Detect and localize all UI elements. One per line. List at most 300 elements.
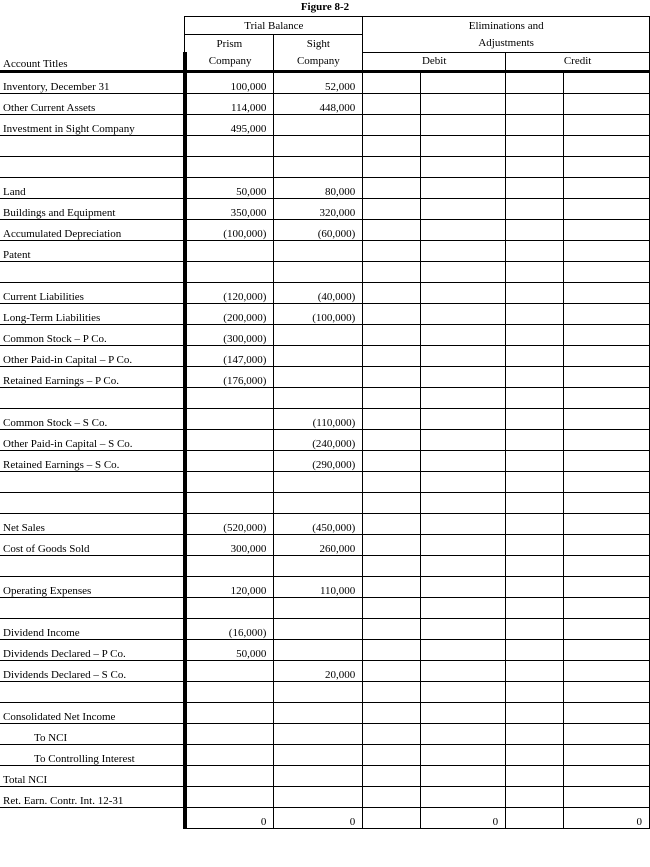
credit-amount-cell[interactable] bbox=[564, 639, 650, 660]
sight-amount-cell bbox=[274, 618, 363, 639]
debit-amount-cell[interactable] bbox=[421, 408, 506, 429]
debit-ref-cell[interactable] bbox=[363, 324, 421, 345]
account-titles-header: Account Titles bbox=[0, 52, 185, 71]
credit-amount-cell[interactable] bbox=[564, 71, 650, 93]
sight-amount-cell: (240,000) bbox=[274, 429, 363, 450]
prism-amount-cell: 300,000 bbox=[185, 534, 274, 555]
account-title-cell bbox=[0, 387, 185, 408]
table-row bbox=[0, 723, 650, 744]
account-title-cell: Dividends Declared – P Co. bbox=[0, 639, 185, 660]
debit-ref-cell[interactable] bbox=[363, 681, 421, 702]
prism-amount-cell bbox=[185, 240, 274, 261]
debit-ref-cell[interactable] bbox=[363, 723, 421, 744]
credit-ref-cell[interactable] bbox=[506, 723, 564, 744]
credit-amount-cell[interactable] bbox=[564, 660, 650, 681]
prism-amount-cell bbox=[185, 408, 274, 429]
sight-amount-cell bbox=[274, 681, 363, 702]
account-title-cell: Dividend Income bbox=[0, 618, 185, 639]
table-row bbox=[0, 366, 650, 387]
sight-amount-cell: 110,000 bbox=[274, 576, 363, 597]
prism-amount-cell: (176,000) bbox=[185, 366, 274, 387]
debit-ref-cell[interactable] bbox=[363, 408, 421, 429]
credit-amount-cell[interactable] bbox=[564, 534, 650, 555]
credit-ref-cell[interactable] bbox=[506, 93, 564, 114]
credit-ref-cell[interactable] bbox=[506, 765, 564, 786]
credit-amount-cell[interactable] bbox=[564, 177, 650, 198]
account-title-cell bbox=[0, 156, 185, 177]
prism-amount-cell bbox=[185, 156, 274, 177]
credit-ref-cell[interactable] bbox=[506, 492, 564, 513]
account-title-cell: Retained Earnings – P Co. bbox=[0, 366, 185, 387]
sight-amount-cell: (40,000) bbox=[274, 282, 363, 303]
sight-amount-cell: 320,000 bbox=[274, 198, 363, 219]
prism-amount-cell bbox=[185, 450, 274, 471]
credit-ref-cell[interactable] bbox=[506, 114, 564, 135]
prism-amount-cell: 100,000 bbox=[185, 71, 274, 93]
account-title-cell: Current Liabilities bbox=[0, 282, 185, 303]
sight-amount-cell bbox=[274, 261, 363, 282]
credit-ref-cell[interactable] bbox=[506, 240, 564, 261]
debit-ref-cell[interactable] bbox=[363, 576, 421, 597]
debit-amount-cell[interactable] bbox=[421, 177, 506, 198]
prism-amount-cell bbox=[185, 660, 274, 681]
table-row bbox=[0, 240, 650, 261]
sight-amount-cell bbox=[274, 114, 363, 135]
credit-ref-cell[interactable] bbox=[506, 660, 564, 681]
account-title-cell: Dividends Declared – S Co. bbox=[0, 660, 185, 681]
account-title-cell: Operating Expenses bbox=[0, 576, 185, 597]
credit-amount-cell[interactable] bbox=[564, 786, 650, 807]
table-row bbox=[0, 660, 650, 681]
debit-amount-cell[interactable] bbox=[421, 639, 506, 660]
prism-amount-cell bbox=[185, 723, 274, 744]
eliminations-header-1: Eliminations and bbox=[363, 17, 650, 35]
debit-amount-cell[interactable] bbox=[421, 93, 506, 114]
prism-amount-cell bbox=[185, 471, 274, 492]
prism-amount-cell: (120,000) bbox=[185, 282, 274, 303]
table-row bbox=[0, 303, 650, 324]
credit-amount-cell[interactable] bbox=[564, 219, 650, 240]
debit-amount-cell[interactable] bbox=[421, 786, 506, 807]
table-row bbox=[0, 135, 650, 156]
debit-amount-cell[interactable] bbox=[421, 240, 506, 261]
header-row-1 bbox=[0, 17, 650, 35]
account-title-cell: Buildings and Equipment bbox=[0, 198, 185, 219]
debit-ref-cell[interactable] bbox=[363, 114, 421, 135]
sight-amount-cell: 448,000 bbox=[274, 93, 363, 114]
credit-ref-cell bbox=[506, 807, 564, 828]
credit-ref-cell[interactable] bbox=[506, 471, 564, 492]
credit-amount-cell[interactable] bbox=[564, 114, 650, 135]
debit-ref-cell[interactable] bbox=[363, 429, 421, 450]
sight-amount-cell bbox=[274, 240, 363, 261]
debit-amount-cell[interactable] bbox=[421, 576, 506, 597]
credit-ref-cell[interactable] bbox=[506, 156, 564, 177]
prism-amount-cell: 114,000 bbox=[185, 93, 274, 114]
credit-amount-cell[interactable] bbox=[564, 345, 650, 366]
sight-amount-cell: 260,000 bbox=[274, 534, 363, 555]
debit-amount-cell[interactable] bbox=[421, 597, 506, 618]
prism-header-2: Company bbox=[185, 52, 274, 71]
prism-amount-cell bbox=[185, 492, 274, 513]
credit-ref-cell[interactable] bbox=[506, 366, 564, 387]
prism-amount-cell bbox=[185, 744, 274, 765]
table-row bbox=[0, 471, 650, 492]
account-title-cell bbox=[0, 597, 185, 618]
credit-ref-cell[interactable] bbox=[506, 597, 564, 618]
sight-amount-cell: (110,000) bbox=[274, 408, 363, 429]
debit-amount-cell[interactable] bbox=[421, 303, 506, 324]
sight-amount-cell bbox=[274, 366, 363, 387]
sight-amount-cell bbox=[274, 702, 363, 723]
sight-amount-cell bbox=[274, 765, 363, 786]
table-row bbox=[0, 387, 650, 408]
credit-ref-cell[interactable] bbox=[506, 408, 564, 429]
account-title-cell: Accumulated Depreciation bbox=[0, 219, 185, 240]
debit-amount-cell[interactable] bbox=[421, 555, 506, 576]
table-row bbox=[0, 765, 650, 786]
credit-header: Credit bbox=[506, 52, 650, 71]
debit-amount-cell[interactable] bbox=[421, 366, 506, 387]
debit-amount-cell[interactable] bbox=[421, 744, 506, 765]
debit-ref-cell[interactable] bbox=[363, 177, 421, 198]
debit-amount-cell[interactable] bbox=[421, 681, 506, 702]
table-row bbox=[0, 114, 650, 135]
table-row bbox=[0, 198, 650, 219]
debit-amount-cell[interactable] bbox=[421, 450, 506, 471]
account-title-cell: Ret. Earn. Contr. Int. 12-31 bbox=[0, 786, 185, 807]
sight-amount-cell bbox=[274, 639, 363, 660]
table-row bbox=[0, 555, 650, 576]
prism-amount-cell bbox=[185, 765, 274, 786]
debit-ref-cell[interactable] bbox=[363, 744, 421, 765]
debit-amount-cell[interactable] bbox=[421, 156, 506, 177]
sight-amount-cell bbox=[274, 471, 363, 492]
debit-amount-cell[interactable] bbox=[421, 71, 506, 93]
account-title-cell: Land bbox=[0, 177, 185, 198]
prism-amount-cell: (16,000) bbox=[185, 618, 274, 639]
debit-amount-cell[interactable] bbox=[421, 282, 506, 303]
debit-ref-cell[interactable] bbox=[363, 450, 421, 471]
debit-ref-cell[interactable] bbox=[363, 639, 421, 660]
table-row bbox=[0, 429, 650, 450]
sight-amount-cell bbox=[274, 156, 363, 177]
debit-ref-cell[interactable] bbox=[363, 240, 421, 261]
credit-amount-cell[interactable] bbox=[564, 240, 650, 261]
account-title-cell bbox=[0, 471, 185, 492]
credit-total: 0 bbox=[564, 807, 650, 828]
table-row bbox=[0, 408, 650, 429]
account-title-cell bbox=[0, 681, 185, 702]
account-title-cell bbox=[0, 135, 185, 156]
credit-amount-cell[interactable] bbox=[564, 513, 650, 534]
table-row bbox=[0, 71, 650, 93]
header-blank bbox=[0, 35, 185, 53]
prism-total: 0 bbox=[185, 807, 274, 828]
table-row bbox=[0, 513, 650, 534]
table-row bbox=[0, 618, 650, 639]
table-row bbox=[0, 576, 650, 597]
debit-amount-cell[interactable] bbox=[421, 324, 506, 345]
debit-ref-cell[interactable] bbox=[363, 93, 421, 114]
credit-amount-cell[interactable] bbox=[564, 555, 650, 576]
debit-amount-cell[interactable] bbox=[421, 702, 506, 723]
credit-ref-cell[interactable] bbox=[506, 177, 564, 198]
table-row bbox=[0, 450, 650, 471]
account-title-cell: Consolidated Net Income bbox=[0, 702, 185, 723]
table-row bbox=[0, 345, 650, 366]
credit-amount-cell[interactable] bbox=[564, 618, 650, 639]
debit-ref-cell[interactable] bbox=[363, 366, 421, 387]
figure-title: Figure 8-2 bbox=[300, 1, 350, 13]
table-row bbox=[0, 219, 650, 240]
credit-amount-cell[interactable] bbox=[564, 723, 650, 744]
table-row bbox=[0, 177, 650, 198]
table-row bbox=[0, 681, 650, 702]
debit-ref-cell[interactable] bbox=[363, 534, 421, 555]
table-row bbox=[0, 534, 650, 555]
credit-ref-cell[interactable] bbox=[506, 786, 564, 807]
prism-amount-cell: 120,000 bbox=[185, 576, 274, 597]
sight-amount-cell bbox=[274, 597, 363, 618]
debit-amount-cell[interactable] bbox=[421, 618, 506, 639]
table-row bbox=[0, 282, 650, 303]
prism-amount-cell: 495,000 bbox=[185, 114, 274, 135]
prism-amount-cell bbox=[185, 597, 274, 618]
prism-amount-cell: (300,000) bbox=[185, 324, 274, 345]
debit-ref-cell[interactable] bbox=[363, 702, 421, 723]
credit-amount-cell[interactable] bbox=[564, 765, 650, 786]
debit-amount-cell[interactable] bbox=[421, 387, 506, 408]
credit-ref-cell[interactable] bbox=[506, 387, 564, 408]
credit-ref-cell[interactable] bbox=[506, 639, 564, 660]
account-title-cell: To Controlling Interest bbox=[0, 744, 185, 765]
sight-amount-cell: 20,000 bbox=[274, 660, 363, 681]
table-row bbox=[0, 639, 650, 660]
sight-amount-cell: 52,000 bbox=[274, 71, 363, 93]
account-title-cell: Cost of Goods Sold bbox=[0, 534, 185, 555]
credit-amount-cell[interactable] bbox=[564, 135, 650, 156]
credit-amount-cell[interactable] bbox=[564, 282, 650, 303]
credit-ref-cell[interactable] bbox=[506, 282, 564, 303]
table-row bbox=[0, 324, 650, 345]
debit-ref-cell[interactable] bbox=[363, 345, 421, 366]
credit-amount-cell[interactable] bbox=[564, 597, 650, 618]
debit-ref-cell[interactable] bbox=[363, 555, 421, 576]
credit-amount-cell[interactable] bbox=[564, 366, 650, 387]
debit-ref-cell[interactable] bbox=[363, 618, 421, 639]
credit-ref-cell[interactable] bbox=[506, 450, 564, 471]
debit-ref-cell[interactable] bbox=[363, 513, 421, 534]
prism-amount-cell: 50,000 bbox=[185, 177, 274, 198]
sight-amount-cell bbox=[274, 345, 363, 366]
credit-amount-cell[interactable] bbox=[564, 198, 650, 219]
credit-ref-cell[interactable] bbox=[506, 555, 564, 576]
account-title-cell: Common Stock – S Co. bbox=[0, 408, 185, 429]
prism-amount-cell: (100,000) bbox=[185, 219, 274, 240]
debit-amount-cell[interactable] bbox=[421, 114, 506, 135]
credit-ref-cell[interactable] bbox=[506, 135, 564, 156]
debit-header: Debit bbox=[363, 52, 506, 71]
credit-ref-cell[interactable] bbox=[506, 261, 564, 282]
sight-amount-cell: (100,000) bbox=[274, 303, 363, 324]
account-title-cell: Other Paid-in Capital – P Co. bbox=[0, 345, 185, 366]
credit-amount-cell[interactable] bbox=[564, 492, 650, 513]
account-title-cell: To NCI bbox=[0, 723, 185, 744]
account-title-cell: Other Current Assets bbox=[0, 93, 185, 114]
prism-amount-cell bbox=[185, 135, 274, 156]
debit-amount-cell[interactable] bbox=[421, 723, 506, 744]
table-row bbox=[0, 786, 650, 807]
eliminations-header-2: Adjustments bbox=[363, 35, 650, 53]
sight-amount-cell bbox=[274, 492, 363, 513]
credit-ref-cell[interactable] bbox=[506, 71, 564, 93]
prism-amount-cell bbox=[185, 702, 274, 723]
credit-ref-cell[interactable] bbox=[506, 576, 564, 597]
credit-ref-cell[interactable] bbox=[506, 513, 564, 534]
header-row-3 bbox=[0, 52, 650, 71]
debit-ref-cell bbox=[363, 807, 421, 828]
sight-amount-cell bbox=[274, 744, 363, 765]
sight-header-2: Company bbox=[274, 52, 363, 71]
prism-amount-cell bbox=[185, 429, 274, 450]
debit-amount-cell[interactable] bbox=[421, 534, 506, 555]
debit-amount-cell[interactable] bbox=[421, 261, 506, 282]
debit-amount-cell[interactable] bbox=[421, 219, 506, 240]
debit-ref-cell[interactable] bbox=[363, 471, 421, 492]
totals-row bbox=[0, 807, 650, 828]
table-row bbox=[0, 744, 650, 765]
credit-amount-cell[interactable] bbox=[564, 744, 650, 765]
credit-amount-cell[interactable] bbox=[564, 471, 650, 492]
credit-ref-cell[interactable] bbox=[506, 345, 564, 366]
debit-ref-cell[interactable] bbox=[363, 786, 421, 807]
credit-ref-cell[interactable] bbox=[506, 219, 564, 240]
debit-ref-cell[interactable] bbox=[363, 387, 421, 408]
sight-total: 0 bbox=[274, 807, 363, 828]
credit-ref-cell[interactable] bbox=[506, 303, 564, 324]
credit-ref-cell[interactable] bbox=[506, 744, 564, 765]
sight-amount-cell bbox=[274, 324, 363, 345]
credit-amount-cell[interactable] bbox=[564, 408, 650, 429]
credit-amount-cell[interactable] bbox=[564, 450, 650, 471]
account-title-cell bbox=[0, 261, 185, 282]
credit-amount-cell[interactable] bbox=[564, 702, 650, 723]
debit-ref-cell[interactable] bbox=[363, 198, 421, 219]
debit-amount-cell[interactable] bbox=[421, 345, 506, 366]
credit-amount-cell[interactable] bbox=[564, 303, 650, 324]
prism-amount-cell bbox=[185, 555, 274, 576]
prism-amount-cell: 350,000 bbox=[185, 198, 274, 219]
credit-amount-cell[interactable] bbox=[564, 324, 650, 345]
sight-amount-cell: (60,000) bbox=[274, 219, 363, 240]
header-blank bbox=[0, 17, 185, 35]
prism-amount-cell: (520,000) bbox=[185, 513, 274, 534]
debit-ref-cell[interactable] bbox=[363, 156, 421, 177]
header-row-2 bbox=[0, 35, 650, 53]
credit-amount-cell[interactable] bbox=[564, 429, 650, 450]
prism-amount-cell bbox=[185, 261, 274, 282]
account-title-cell: Retained Earnings – S Co. bbox=[0, 450, 185, 471]
debit-ref-cell[interactable] bbox=[363, 492, 421, 513]
debit-amount-cell[interactable] bbox=[421, 471, 506, 492]
debit-ref-cell[interactable] bbox=[363, 71, 421, 93]
credit-amount-cell[interactable] bbox=[564, 156, 650, 177]
debit-ref-cell[interactable] bbox=[363, 219, 421, 240]
table-row bbox=[0, 261, 650, 282]
account-title-cell bbox=[0, 555, 185, 576]
debit-ref-cell[interactable] bbox=[363, 765, 421, 786]
account-title-cell: Total NCI bbox=[0, 765, 185, 786]
debit-amount-cell[interactable] bbox=[421, 513, 506, 534]
credit-ref-cell[interactable] bbox=[506, 618, 564, 639]
table-row bbox=[0, 93, 650, 114]
debit-amount-cell[interactable] bbox=[421, 135, 506, 156]
credit-amount-cell[interactable] bbox=[564, 261, 650, 282]
credit-amount-cell[interactable] bbox=[564, 576, 650, 597]
table-row bbox=[0, 597, 650, 618]
debit-ref-cell[interactable] bbox=[363, 597, 421, 618]
account-title-cell: Patent bbox=[0, 240, 185, 261]
credit-ref-cell[interactable] bbox=[506, 198, 564, 219]
debit-ref-cell[interactable] bbox=[363, 303, 421, 324]
account-title-cell: Long-Term Liabilities bbox=[0, 303, 185, 324]
credit-ref-cell[interactable] bbox=[506, 681, 564, 702]
prism-amount-cell bbox=[185, 786, 274, 807]
credit-ref-cell[interactable] bbox=[506, 534, 564, 555]
prism-amount-cell bbox=[185, 681, 274, 702]
totals-label-cell bbox=[0, 807, 185, 828]
sight-amount-cell bbox=[274, 555, 363, 576]
sight-amount-cell bbox=[274, 723, 363, 744]
credit-amount-cell[interactable] bbox=[564, 387, 650, 408]
table-row bbox=[0, 702, 650, 723]
table-row bbox=[0, 156, 650, 177]
sight-amount-cell bbox=[274, 786, 363, 807]
account-title-cell: Inventory, December 31 bbox=[0, 71, 185, 93]
debit-ref-cell[interactable] bbox=[363, 135, 421, 156]
credit-ref-cell[interactable] bbox=[506, 702, 564, 723]
prism-amount-cell: (147,000) bbox=[185, 345, 274, 366]
credit-ref-cell[interactable] bbox=[506, 429, 564, 450]
debit-amount-cell[interactable] bbox=[421, 429, 506, 450]
prism-amount-cell: (200,000) bbox=[185, 303, 274, 324]
credit-amount-cell[interactable] bbox=[564, 681, 650, 702]
account-title-cell: Net Sales bbox=[0, 513, 185, 534]
debit-total: 0 bbox=[421, 807, 506, 828]
debit-ref-cell[interactable] bbox=[363, 261, 421, 282]
sight-amount-cell: 80,000 bbox=[274, 177, 363, 198]
debit-ref-cell[interactable] bbox=[363, 660, 421, 681]
credit-ref-cell[interactable] bbox=[506, 324, 564, 345]
account-title-cell: Common Stock – P Co. bbox=[0, 324, 185, 345]
sight-header-1: Sight bbox=[274, 35, 363, 53]
debit-amount-cell[interactable] bbox=[421, 660, 506, 681]
sight-amount-cell: (290,000) bbox=[274, 450, 363, 471]
debit-amount-cell[interactable] bbox=[421, 765, 506, 786]
debit-amount-cell[interactable] bbox=[421, 198, 506, 219]
account-title-cell bbox=[0, 492, 185, 513]
worksheet-table bbox=[0, 16, 650, 829]
prism-amount-cell: 50,000 bbox=[185, 639, 274, 660]
sight-amount-cell bbox=[274, 135, 363, 156]
credit-amount-cell[interactable] bbox=[564, 93, 650, 114]
debit-amount-cell[interactable] bbox=[421, 492, 506, 513]
table-row bbox=[0, 492, 650, 513]
trial-balance-header: Trial Balance bbox=[185, 17, 363, 35]
debit-ref-cell[interactable] bbox=[363, 282, 421, 303]
sight-amount-cell bbox=[274, 387, 363, 408]
